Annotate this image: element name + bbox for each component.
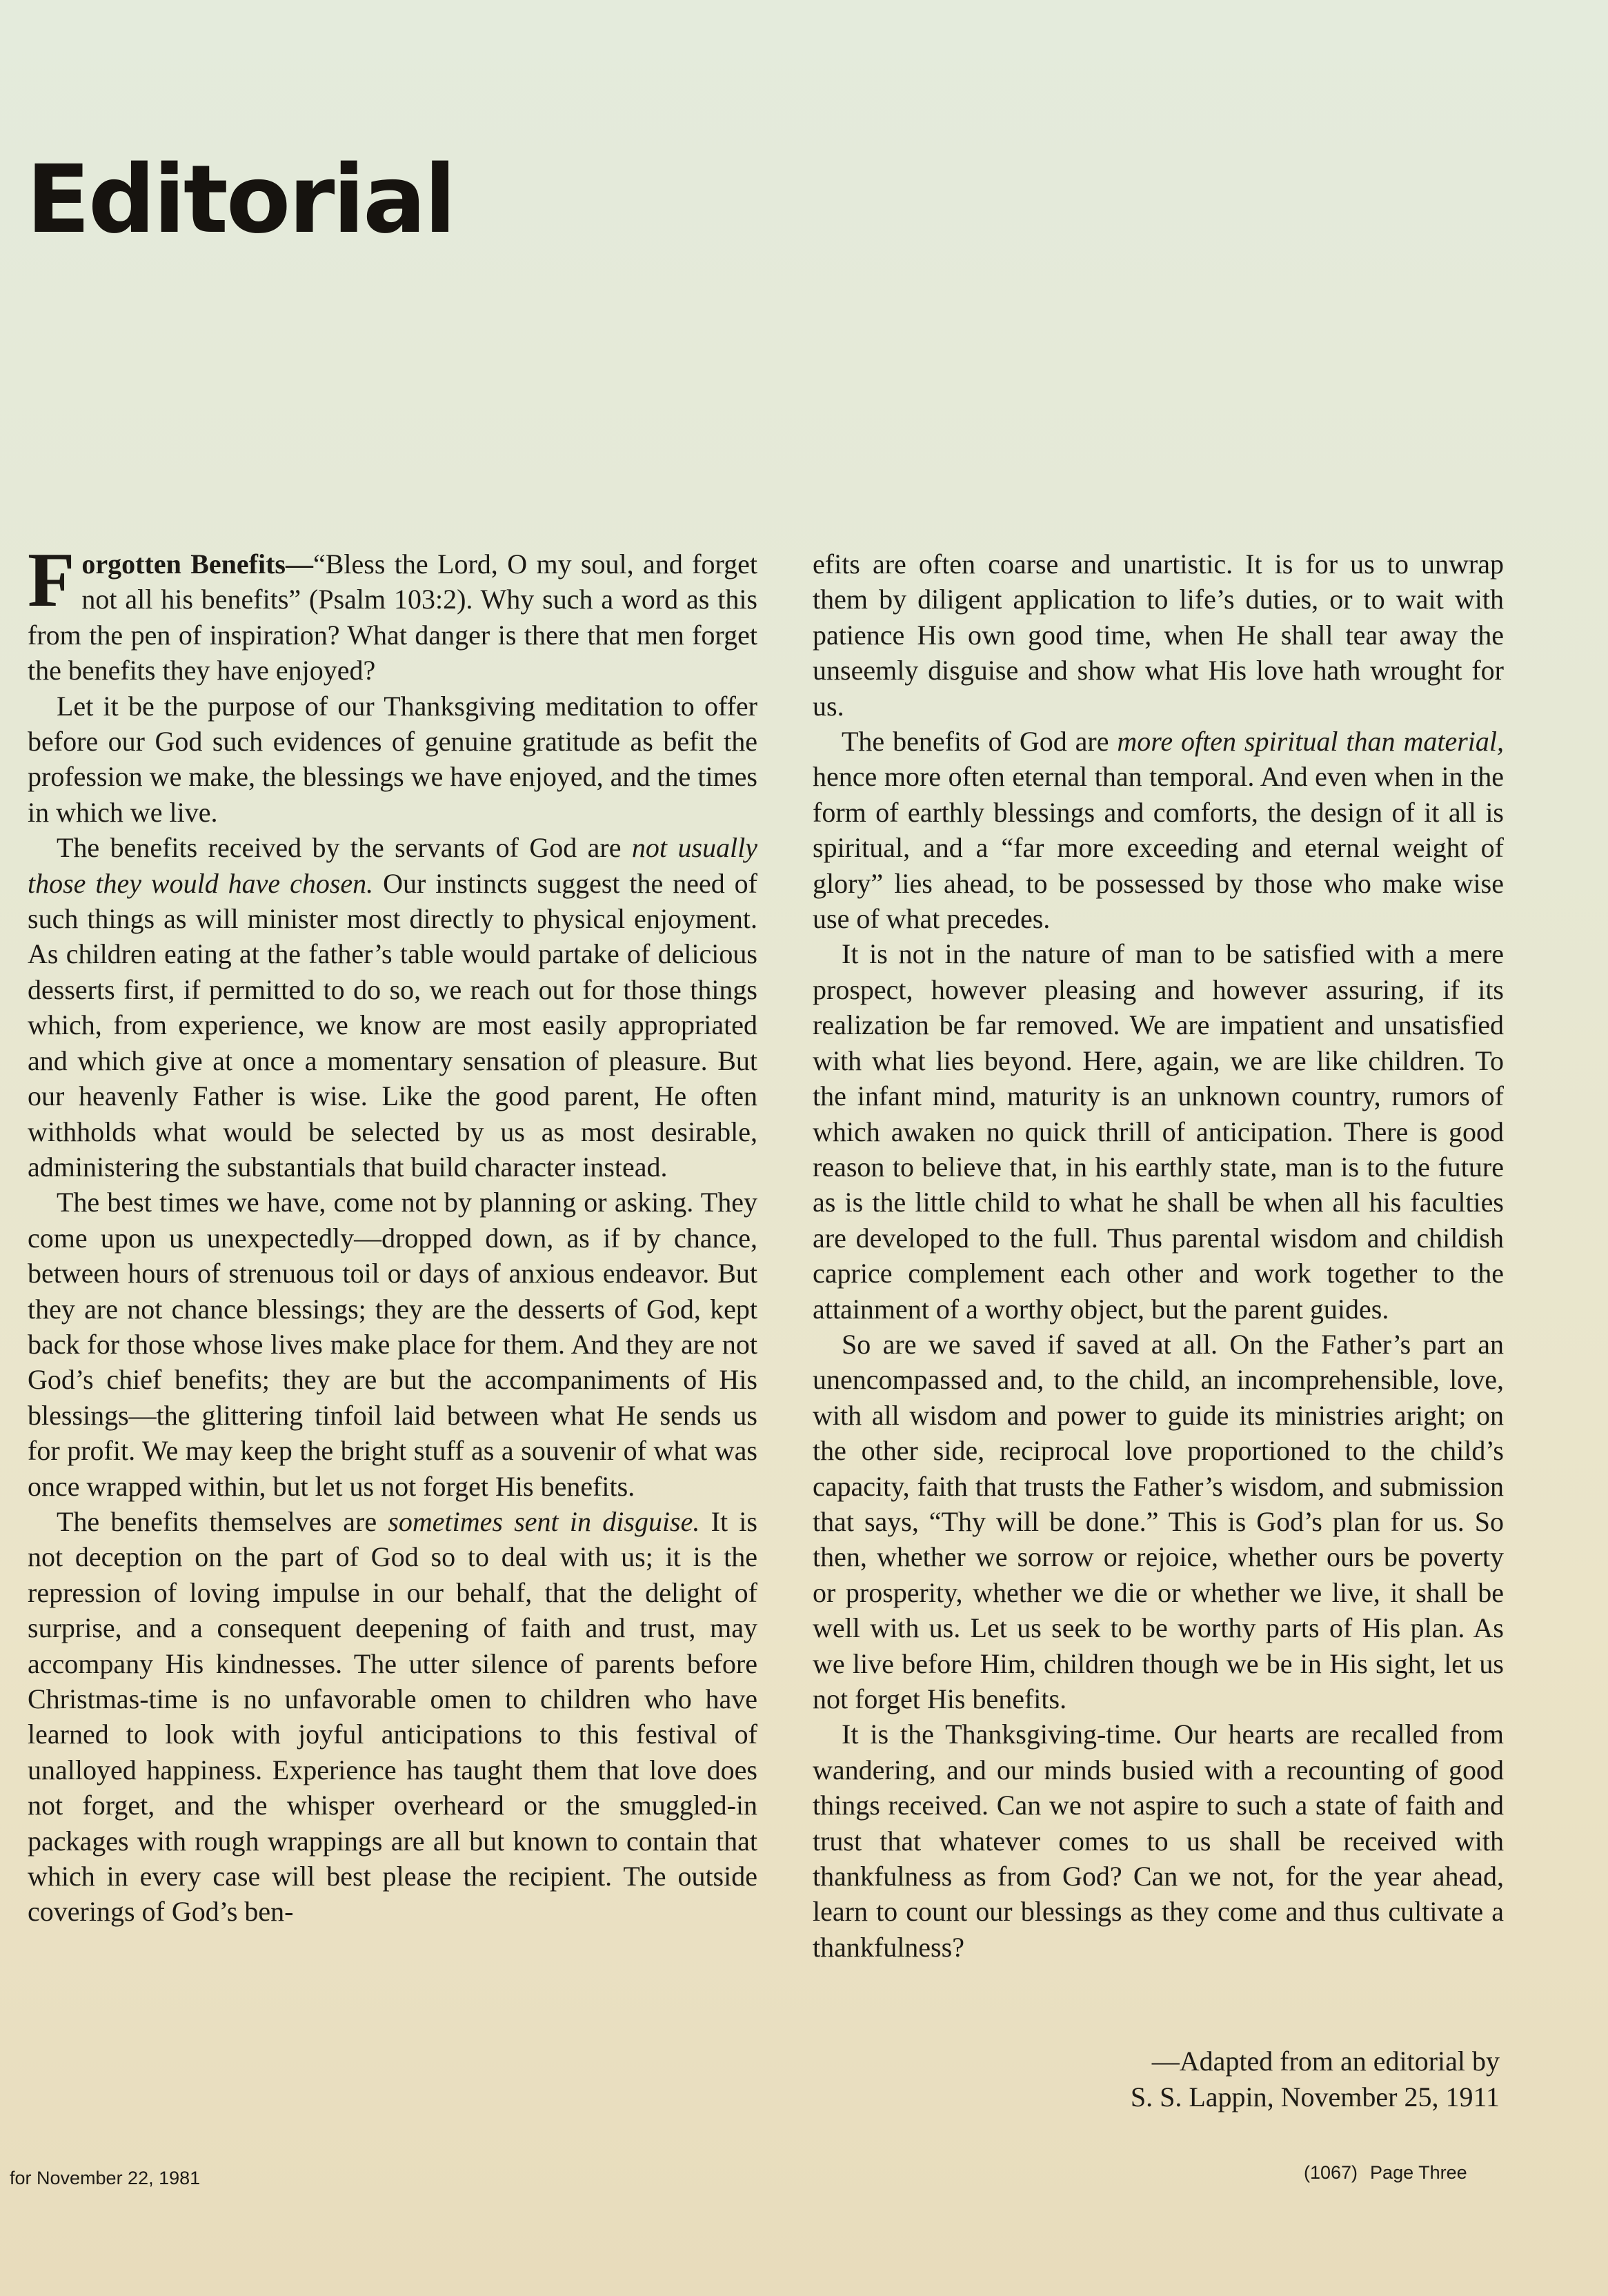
emphasis-text: more often spiritual than material, [1117,726,1505,758]
paragraph-text: “Bless the Lord, O my soul, and forget not all his benefits” (Psalm 103:2). Why such a word as this from the pen of inspiration? What danger is there that men forget the benefits they have enjoyed? [28,548,757,686]
attribution-line: —Adapted from an editorial by [1151,2046,1500,2077]
paragraph-text: hence more often eternal than temporal. And even when in the form of earthly blessings and comforts, the design of it all is spiritual, and a “far more exceeding and eternal weight of glory” lies ahead, to be possessed by those who make wise use of what precedes. [813,761,1504,935]
emphasis-text: not usually those they would have chosen. [28,832,757,899]
paragraph-text: The benefits themselves are [57,1505,388,1537]
article-column-right [813,546,1504,1965]
paragraph-text: The benefits received by the servants of God are [57,832,632,864]
paragraph-text: It is not deception on the part of God so to deal with us; it is the repression of loving impulse in our behalf, that the delight of surprise, and a consequent deepening of faith and trust, may accompany His kindnesses. The utter silence of parents before Christmas-time is no unfavorable omen to children who have learned to look with joyful anticipations to this festival of unalloyed happiness. Experience has taught them that love does not forget, and the whisper overheard or the smuggled-in packages with rough wrappings are all but known to contain that which in every case will best please the recipient. The outside coverings of God’s ben- [28,1505,757,1928]
attribution [813,2043,1500,2115]
attribution-line: S. S. Lappin, November 25, 1911 [1130,2081,1500,2112]
article-paragraph [813,724,1504,936]
article-paragraph [28,830,757,1185]
footer-page-number [1304,2162,1467,2184]
page-code: (1067) [1304,2162,1358,2183]
footer-issue-date: for November 22, 1981 [10,2168,201,2188]
emphasis-text: sometimes sent in disguise. [388,1505,700,1537]
article-paragraph [28,537,757,689]
article-paragraph: It is the Thanksgiving-time. Our hearts are recalled from wandering, and our minds busied with a recounting of good things received. Can we not aspire to such a state of faith and trust that whatever comes to us shall be received with thankfulness as from God? Can we not, for the year ahead, learn to count our blessings as they come and thus cultivate a thankfulness? [813,1719,1504,1963]
article-paragraph: It is not in the nature of man to be satisfied with a mere prospect, however pleasing and however assuring, if its realization be far removed. We are impatient and unsatisfied with what lies beyond. Here, again, we are like children. To the infant mind, maturity is an unknown country, rumors of which awaken no quick thrill of anticipation. There is good reason to believe that, in his earthly state, man is to the future as is the little child to what he shall be when all his faculties are developed to the full. Thus parental wisdom and childish caprice complement each other and work together to the attainment of a worthy object, but the parent guides. [813,938,1504,1325]
paragraph-text: Our instincts suggest the need of such things as will minister most directly to physical enjoyment. As children eating at the father’s table would partake of delicious desserts first, if permitted to do so, we reach out for those things which, from experience, we know are most easily appropriated and which give at once a momentary sensation of pleasure. But our heavenly Father is wise. Like the good parent, He often withholds what would be selected by us as most desirable, administering the substantials that build character instead. [28,867,757,1182]
drop-cap: F [28,537,75,623]
page-title: Editorial [26,146,455,255]
article-paragraph: efits are often coarse and unartistic. It is for us to unwrap them by diligent application to life’s duties, or to wait with patience His own good time, when He shall tear away the unseemly disguise and show what His love hath wrought for us. [813,548,1504,722]
page-label: Page Three [1370,2162,1467,2183]
article-paragraph: The best times we have, come not by planning or asking. They come upon us unexpectedly—dropped down, as if by chance, between hours of strenuous toil or days of anxious endeavor. But they are not chance blessings; they are the desserts of God, kept back for those whose lives make place for them. And they are not God’s chief benefits; they are but the accompaniments of His blessings—the glittering tinfoil laid between what He sends us for profit. We may keep the bright stuff as a souvenir of what was once wrapped within, but let us not forget His benefits. [28,1187,757,1502]
article-paragraph: So are we saved if saved at all. On the Father’s part an unencompassed and, to the child, an incomprehensible, love, with all wisdom and power to guide its ministries aright; on the other side, reciprocal love proportioned to the child’s capacity, faith that trusts the Father’s wisdom, and submission that says, “Thy will be done.” This is God’s plan for us. So then, whether we sorrow or rejoice, whether ours be poverty or prosperity, whether we die or whether we live, it shall be well with us. Let us seek to be worthy parts of His plan. As we live before Him, children though we be in His sight, let us not forget His benefits. [813,1328,1504,1714]
article-paragraph [28,1504,757,1930]
article-paragraph: Let it be the purpose of our Thanksgiving meditation to offer before our God such evidences of genuine gratitude as befit the profession we make, the blessings we have enjoyed, and the times in which we live. [28,690,757,828]
paragraph-text: The benefits of God are [842,726,1118,758]
article-column-left [28,537,757,1930]
section-heading: orgotten Benefits— [81,548,313,580]
